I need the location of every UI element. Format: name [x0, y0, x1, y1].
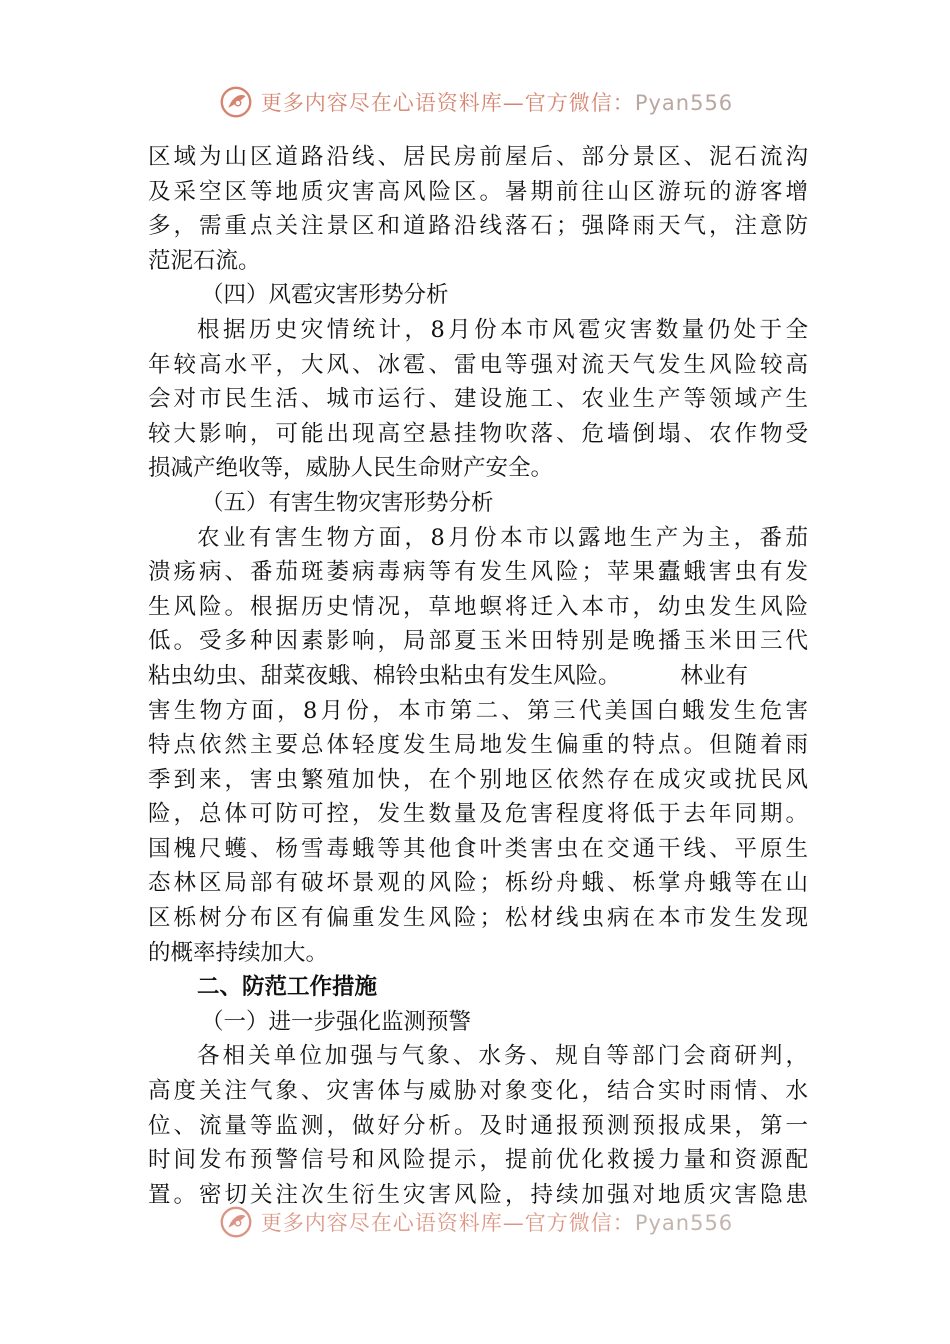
section-heading-hail: （四）风雹灾害形势分析	[201, 282, 449, 309]
text-line: 国槐尺蠖、杨雪毒蛾等其他食叶类害虫在交通干线、平原生	[148, 835, 808, 862]
text-line: 险，总体可防可控，发生数量及危害程度将低于去年同期。	[148, 801, 808, 828]
text-line: 年较高水平，大风、冰雹、雷电等强对流天气发生风险较高	[148, 351, 808, 378]
watermark-text: 更多内容尽在心语资料库—官方微信：	[260, 1211, 635, 1235]
text-line: 季到来，害虫繁殖加快，在个别地区依然存在成灾或扰民风	[148, 766, 808, 793]
text-line: 特点依然主要总体轻度发生局地发生偏重的特点。但随着雨	[148, 732, 808, 759]
text-line: 溃疡病、番茄斑萎病毒病等有发生风险；苹果蠹蛾害虫有发	[148, 559, 808, 586]
document-body	[148, 140, 808, 1212]
text-line: 高度关注气象、灾害体与威胁对象变化，结合实时雨情、水	[148, 1078, 808, 1105]
text-line: 态林区局部有破坏景观的风险；栎纷舟蛾、栎掌舟蛾等在山	[148, 870, 808, 897]
text-line: 区栎树分布区有偏重发生风险；松材线虫病在本市发生发现	[148, 905, 808, 932]
text-line: 置。密切关注次生衍生灾害风险，持续加强对地质灾害隐患	[148, 1181, 808, 1208]
text-line: 的概率持续加大。	[148, 939, 329, 966]
brand-logo-icon	[217, 83, 255, 121]
watermark-id: Pyan556	[634, 1211, 734, 1235]
text-line: 范泥石流。	[148, 247, 261, 274]
section-heading-monitor: （一）进一步强化监测预警	[201, 1008, 472, 1035]
brand-logo-icon	[217, 1203, 255, 1241]
watermark-text: 更多内容尽在心语资料库—官方微信：	[260, 91, 635, 115]
text-line: 较大影响，可能出现高空悬挂物吹落、危墙倒塌、农作物受	[148, 420, 808, 447]
text-line: 各相关单位加强与气象、水务、规自等部门会商研判，	[197, 1043, 808, 1070]
watermark-footer	[0, 1198, 950, 1246]
section-heading-pest: （五）有害生物灾害形势分析	[201, 489, 494, 516]
text-line: 农业有害生物方面，8月份本市以露地生产为主，番茄	[197, 524, 808, 551]
watermark-id: Pyan556	[634, 91, 734, 115]
chapter-heading-measures: 二、防范工作措施	[197, 974, 378, 1001]
text-line: 生风险。根据历史情况，草地螟将迁入本市，幼虫发生风险	[148, 593, 808, 620]
text-line: 会对市民生活、城市运行、建设施工、农业生产等领域产生	[148, 386, 808, 413]
text-line	[148, 659, 808, 694]
text-line: 区域为山区道路沿线、居民房前屋后、部分景区、泥石流沟	[148, 144, 808, 170]
watermark-header	[0, 78, 950, 126]
text-line: 损减产绝收等，威胁人民生命财产安全。	[148, 455, 554, 482]
text-line: 位、流量等监测，做好分析。及时通报预测预报成果，第一	[148, 1112, 808, 1139]
text-line: 低。受多种因素影响，局部夏玉米田特别是晚播玉米田三代	[148, 628, 808, 655]
text-span: 粘虫幼虫、甜菜夜蛾、棉铃虫粘虫有发生风险。	[148, 662, 621, 689]
text-line: 害生物方面，8月份，本市第二、第三代美国白蛾发生危害	[148, 697, 808, 724]
text-line: 多，需重点关注景区和道路沿线落石；强降雨天气，注意防	[148, 213, 808, 240]
text-line: 时间发布预警信号和风险提示，提前优化救援力量和资源配	[148, 1147, 808, 1174]
text-line: 根据历史灾情统计，8月份本市风雹灾害数量仍处于全	[197, 316, 808, 343]
text-line: 及采空区等地质灾害高风险区。暑期前往山区游玩的游客增	[148, 178, 808, 205]
text-span: 林业有	[680, 662, 749, 689]
